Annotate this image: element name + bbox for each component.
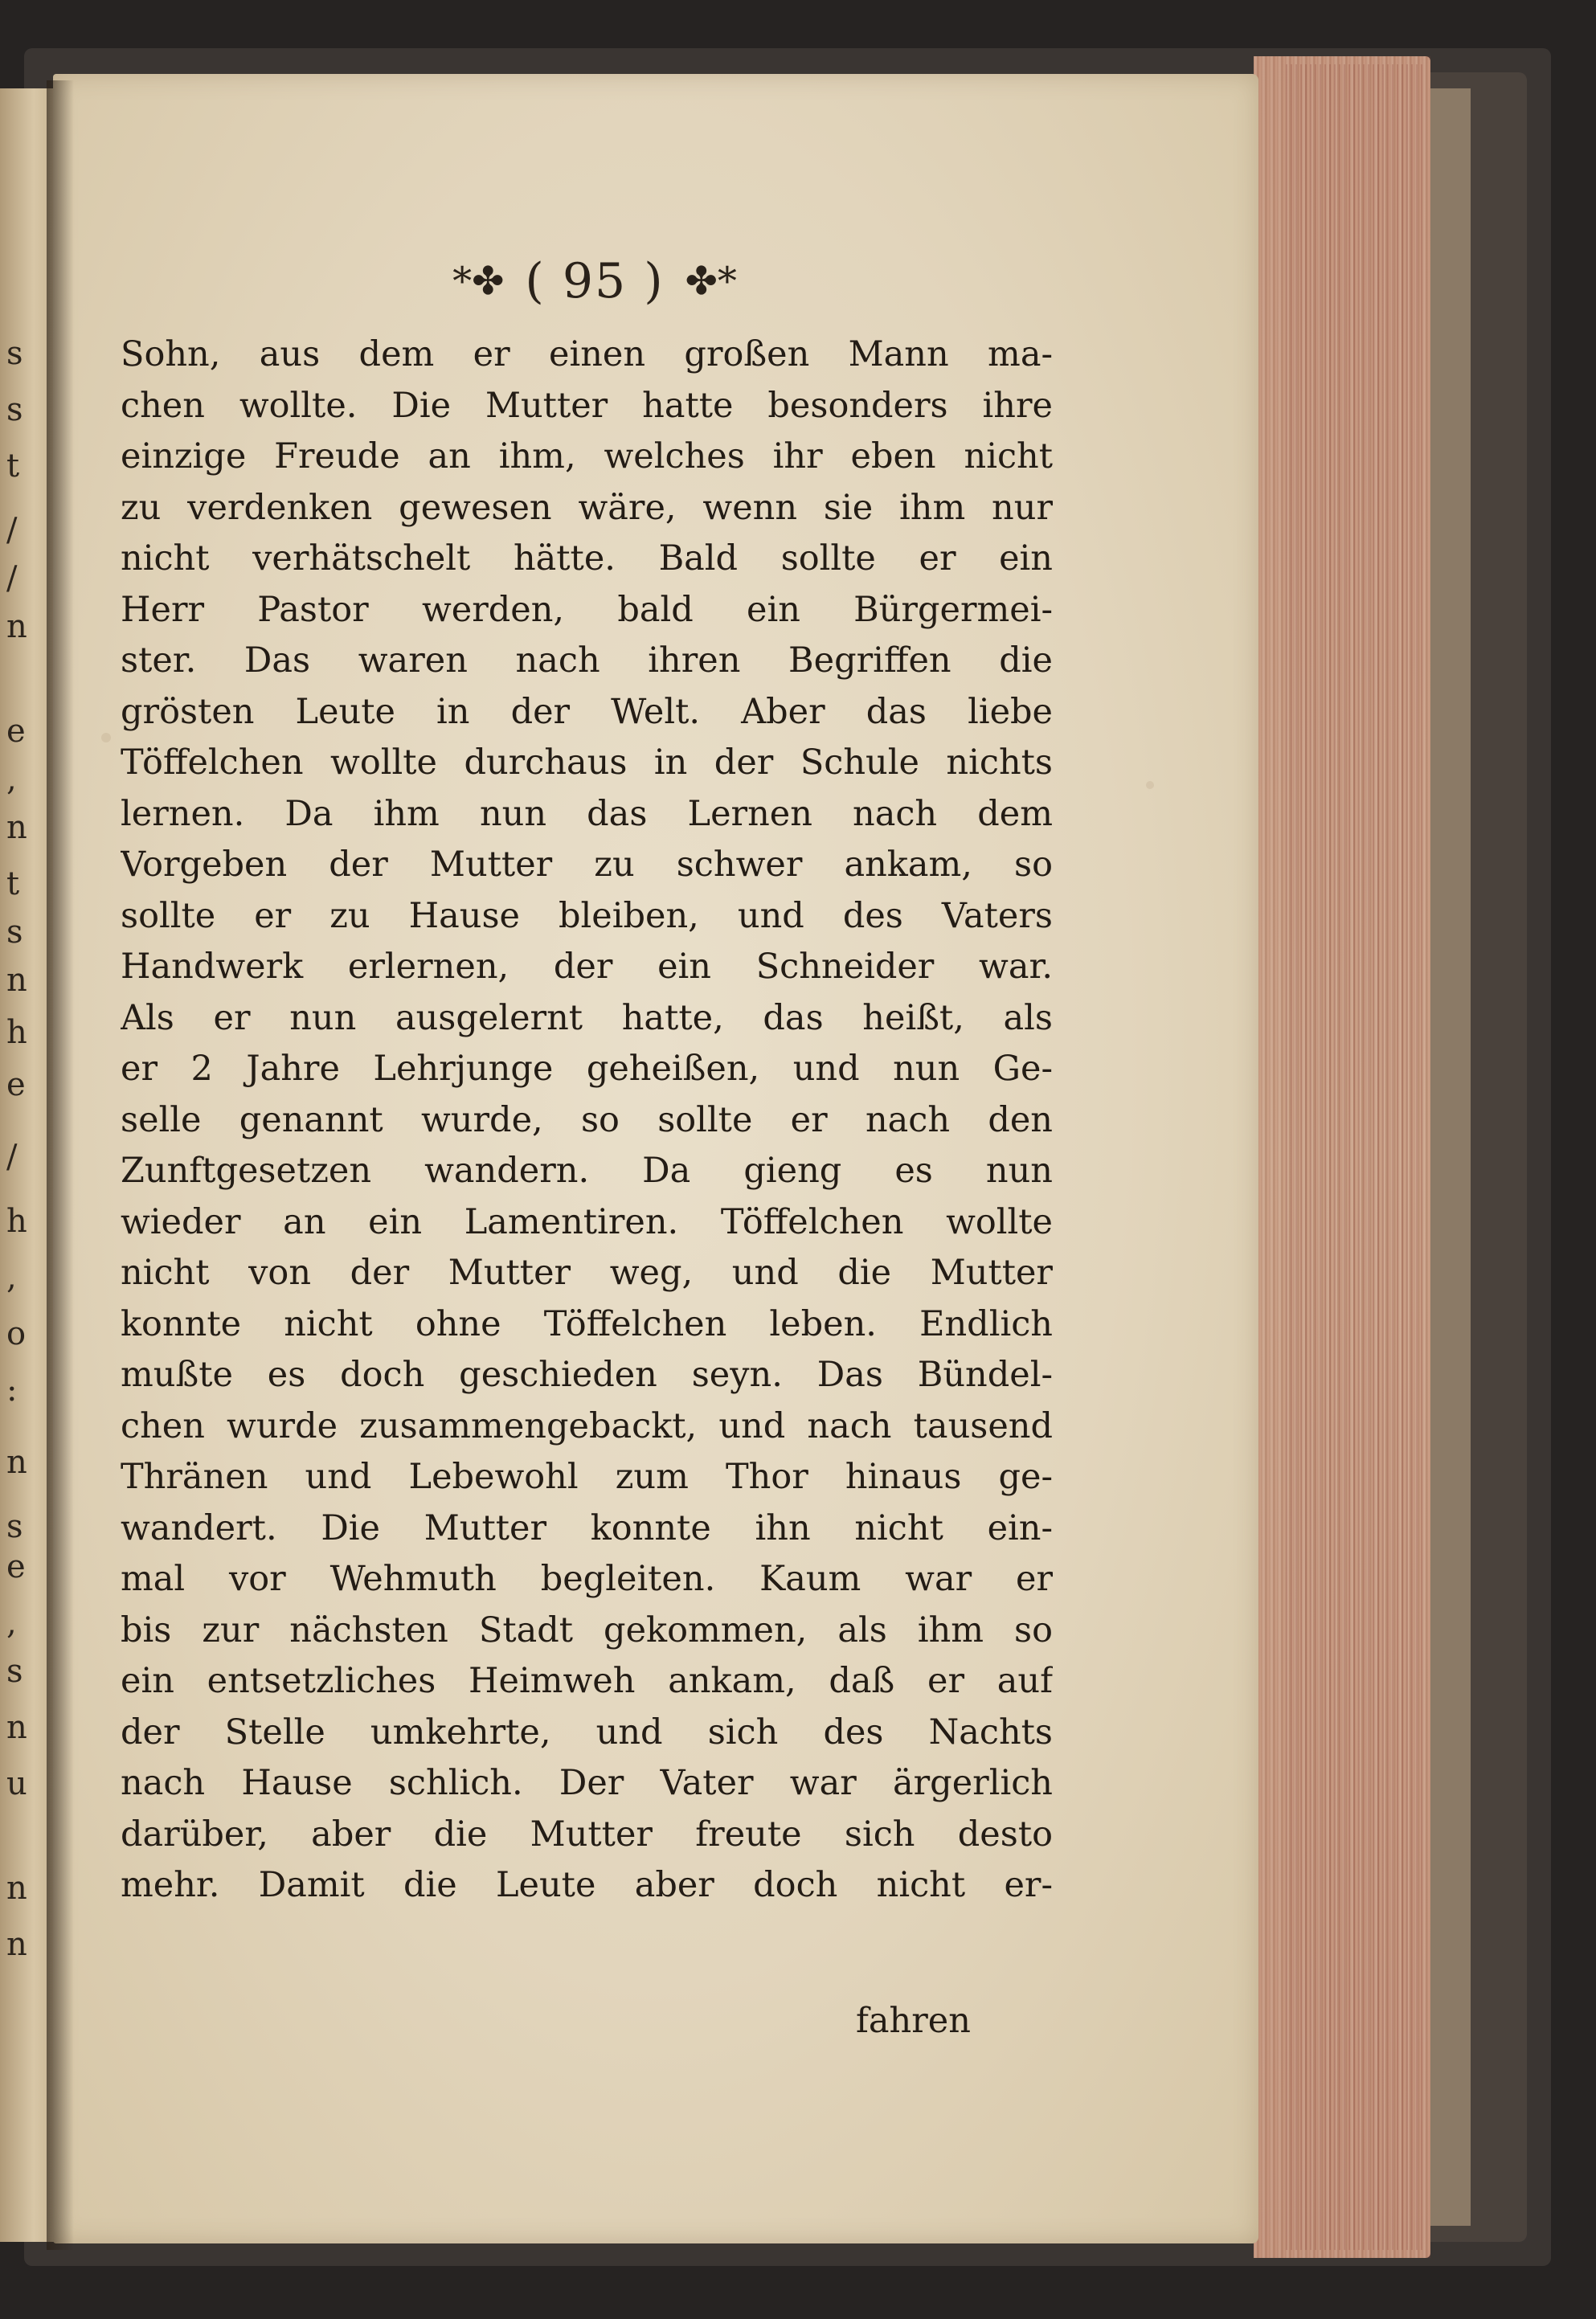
previous-page-fragment: u	[6, 1765, 27, 1802]
text-line: der Stelle umkehrte, und sich des Nachts	[121, 1712, 1053, 1753]
text-line: wandert. Die Mutter konnte ihn nicht ein-	[121, 1507, 1053, 1548]
text-line: lernen. Da ihm nun das Lernen nach dem	[121, 793, 1053, 834]
previous-page-fragment: n	[6, 1870, 27, 1907]
text-line: nach Hause schlich. Der Vater war ärgerlich	[121, 1763, 1053, 1803]
ornament-left-icon: *✤	[452, 259, 505, 304]
text-line: nicht verhätschelt hätte. Bald sollte er ein	[121, 538, 1053, 579]
paper-spot	[1146, 781, 1154, 789]
text-line: mehr. Damit die Leute aber doch nicht er-	[121, 1865, 1053, 1905]
previous-page-fragment: ,	[6, 1259, 17, 1296]
text-line: Vorgeben der Mutter zu schwer ankam, so	[121, 845, 1053, 885]
previous-page-fragment: :	[6, 1372, 18, 1409]
page-body-text	[121, 329, 1053, 1912]
previous-page-fragment: e	[6, 1066, 26, 1103]
page-header	[394, 245, 796, 317]
text-line: einzige Freude an ihm, welches ihr eben nicht	[121, 436, 1053, 476]
paper-spot	[101, 733, 111, 742]
text-line: ster. Das waren nach ihren Begriffen die	[121, 640, 1053, 681]
text-line: mal vor Wehmuth begleiten. Kaum war er	[121, 1559, 1053, 1599]
previous-page-fragment: e	[6, 1548, 26, 1585]
previous-page-fragment: /	[6, 1139, 18, 1176]
spine-gutter-shadow	[47, 80, 74, 2250]
board-edge	[1430, 88, 1471, 2226]
previous-page-fragment: s	[6, 391, 23, 428]
text-line: grösten Leute in der Welt. Aber das liebe	[121, 691, 1053, 732]
text-line: sollte er zu Hause bleiben, und des Vaters	[121, 895, 1053, 936]
text-line: Handwerk erlernen, der ein Schneider war.	[121, 947, 1053, 987]
text-line: chen wollte. Die Mutter hatte besonders ihre	[121, 385, 1053, 426]
previous-page-fragment: ,	[6, 1605, 17, 1642]
text-line: ein entsetzliches Heimweh ankam, daß er auf	[121, 1661, 1053, 1701]
previous-page-fragment: n	[6, 962, 27, 999]
previous-page-fragment: n	[6, 809, 27, 846]
previous-page-fragment: s	[6, 1653, 23, 1690]
text-line: er 2 Jahre Lehrjunge geheißen, und nun Ge-	[121, 1049, 1053, 1089]
previous-page-fragment: s	[6, 914, 23, 951]
page-number: ( 95 )	[525, 253, 665, 309]
text-line: bis zur nächsten Stadt gekommen, als ihm so	[121, 1609, 1053, 1650]
previous-page-fragment: n	[6, 608, 27, 645]
text-line: Als er nun ausgelernt hatte, das heißt, als	[121, 997, 1053, 1038]
previous-page-fragment: s	[6, 335, 23, 372]
previous-page-fragment: s	[6, 1508, 23, 1545]
catchword: fahren	[856, 2001, 971, 2041]
text-line: Zunftgesetzen wandern. Da gieng es nun	[121, 1151, 1053, 1191]
text-line: selle genannt wurde, so sollte er nach den	[121, 1099, 1053, 1140]
previous-page-fragment: t	[6, 448, 20, 485]
previous-page-fragment: n	[6, 1709, 27, 1746]
previous-page-fragment: /	[6, 560, 18, 597]
previous-page-fragment: n	[6, 1444, 27, 1481]
text-line: Töffelchen wollte durchaus in der Schule nichts	[121, 742, 1053, 783]
previous-page-fragment: h	[6, 1014, 27, 1051]
text-line: wieder an ein Lamentiren. Töffelchen wollte	[121, 1201, 1053, 1242]
text-line: chen wurde zusammengebackt, und nach tausend	[121, 1405, 1053, 1446]
text-line: nicht von der Mutter weg, und die Mutter	[121, 1253, 1053, 1293]
text-line: Thränen und Lebewohl zum Thor hinaus ge-	[121, 1457, 1053, 1497]
text-line: mußte es doch geschieden seyn. Das Bündel-	[121, 1355, 1053, 1395]
ornament-right-icon: ✤*	[685, 259, 737, 304]
text-line: zu verdenken gewesen wäre, wenn sie ihm nur	[121, 487, 1053, 528]
text-line: darüber, aber die Mutter freute sich desto	[121, 1814, 1053, 1855]
previous-page-fragment: e	[6, 713, 26, 750]
previous-page-fragment: h	[6, 1203, 27, 1240]
previous-page-fragment: /	[6, 512, 18, 549]
previous-page-fragment: n	[6, 1926, 27, 1963]
text-line: Sohn, aus dem er einen großen Mann ma-	[121, 334, 1053, 374]
previous-page-fragment: o	[6, 1315, 27, 1352]
page-edges-texture	[1286, 64, 1422, 2250]
previous-page-fragment: t	[6, 865, 20, 902]
text-line: Herr Pastor werden, bald ein Bürgermei-	[121, 589, 1053, 630]
text-line: konnte nicht ohne Töffelchen leben. Endlich	[121, 1303, 1053, 1344]
previous-page-fragment: ,	[6, 761, 17, 798]
